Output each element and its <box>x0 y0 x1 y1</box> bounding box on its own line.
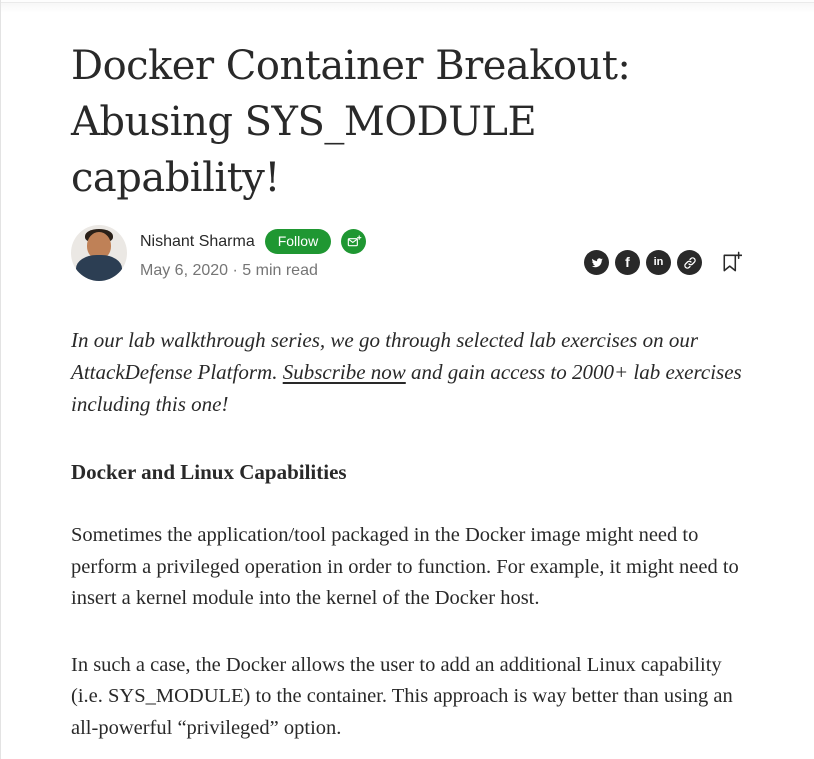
body-paragraph-1: Sometimes the application/tool packaged in the Docker image might need to perform a privileged operation in order to function. For example, it might need to insert a kernel module into the kernel of the Docker host. <box>71 524 739 609</box>
email-plus-icon <box>346 234 362 250</box>
link-icon <box>683 256 697 270</box>
follow-button[interactable]: Follow <box>265 229 331 254</box>
twitter-icon <box>590 256 604 270</box>
copy-link-button[interactable] <box>677 250 702 275</box>
author-name[interactable]: Nishant Sharma <box>140 232 255 250</box>
article-meta: May 6, 2020 · 5 min read <box>140 262 318 279</box>
share-toolbar <box>584 250 742 275</box>
avatar[interactable] <box>71 225 127 281</box>
facebook-share-button[interactable] <box>615 250 640 275</box>
subscribe-now-link[interactable]: Subscribe now <box>282 360 406 384</box>
email-subscribe-button[interactable] <box>341 229 366 254</box>
bookmark-button[interactable] <box>719 251 742 274</box>
article-content <box>1 38 814 744</box>
intro-paragraph: In our lab walkthrough series, we go through selected lab exercises on our AttackDefense Platform. Subscribe now and gain access to 2000+ lab exercises including this one! <box>71 328 742 416</box>
linkedin-icon: in <box>653 256 664 268</box>
bookmark-plus-icon <box>719 251 742 274</box>
linkedin-share-button[interactable] <box>646 250 671 275</box>
twitter-share-button[interactable] <box>584 250 609 275</box>
page-top-shadow <box>1 3 814 13</box>
section-heading: Docker and Linux Capabilities <box>71 460 347 484</box>
facebook-icon: f <box>625 254 630 270</box>
page-title: Docker Container Breakout: Abusing SYS_MODULE capability! <box>71 43 631 201</box>
body-paragraph-2: In such a case, the Docker allows the user to add an additional Linux capability (i.e. SYS_MODULE) to the container. This approach is way better than using an all-powerful “privileged” option. <box>71 653 733 739</box>
